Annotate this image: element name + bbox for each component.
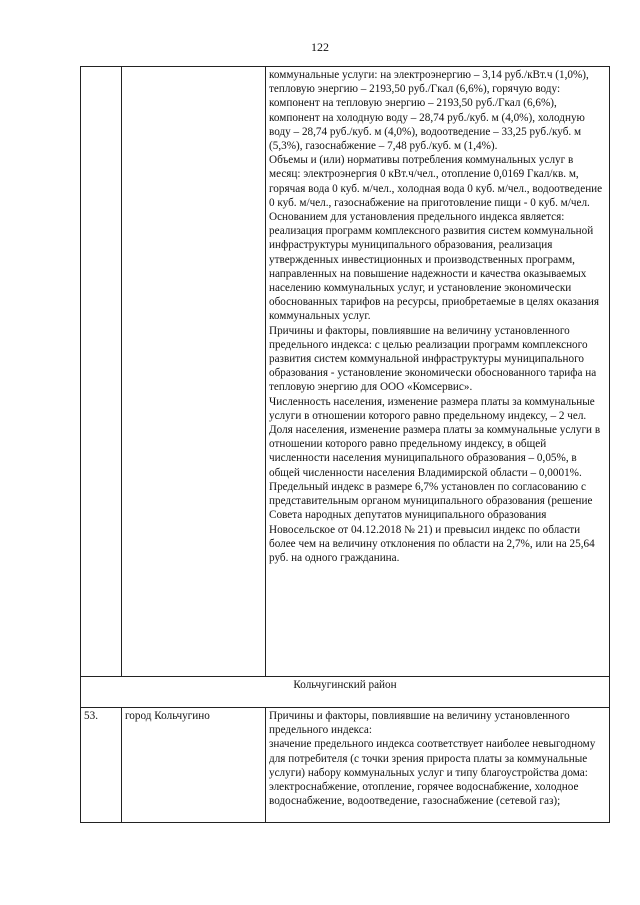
- number-cell-empty: [81, 67, 122, 677]
- paragraph-reasons: Причины и факторы, повлиявшие на величину установленного предельного индекса: с целью реализации программ комплексного развития систем коммунальной инфраструктуры муниципального образования - установление экономически обоснованного тарифа на тепловую энергию для ООО «Комсервис».: [269, 324, 597, 394]
- row-number: 53.: [81, 708, 122, 823]
- paragraph-population-count: Численность населения, изменение размера платы за коммунальные услуги в отношении которого равно предельному индексу, – 2 чел.: [269, 395, 595, 422]
- paragraph-index-value: значение предельного индекса соответствует наиболее невыгодному для потребителя (с точки зрения прироста платы за коммунальные услуги) набору коммунальных услуг и типу благоустройства дома: электроснабжение, отопление, горячее водоснабжение, холодное водоснабжение, водоотведение, газоснабжение (сетевой газ);: [269, 738, 596, 808]
- section-row: [81, 677, 610, 708]
- table-row: [81, 708, 610, 823]
- paragraph-index-agreement: Предельный индекс в размере 6,7% установлен по согласованию с представительным органом муниципального образования (решение Совета народных депутатов муниципального образования Новосельское от 04.12.2018 № 21) и превысил индекс по области более чем на величину отклонения по области на 2,7%, или на 25,64 руб. на одного гражданина.: [269, 480, 595, 564]
- section-title: Кольчугинский район: [81, 677, 610, 708]
- municipality-cell-empty: [122, 67, 266, 677]
- paragraph-tariffs: коммунальные услуги: на электроэнергию – 3,14 руб./кВт.ч (1,0%), тепловую энергию – 2193,50 руб./Гкал (6,6%), горячую воду: компонент на тепловую энергию – 2193,50 руб./Гкал (6,6%), компонент на холодную воду – 28,74 руб./куб. м (4,0%), холодную воду – 28,74 руб./куб. м (4,0%), водоотведение – 33,25 руб./куб. м (5,3%), газоснабжение – 7,48 руб./куб. м (1,4%).: [269, 69, 589, 153]
- paragraph-basis-heading: Основанием для установления предельного индекса является:: [269, 211, 565, 224]
- paragraph-consumption-volumes: Объемы и (или) нормативы потребления коммунальных услуг в месяц: электроэнергия 0 кВт.ч/чел., отопление 0,0169 Гкал/кв. м, горячая вода 0 куб. м/чел., холодная вода 0 куб. м/чел., водоотведение 0 куб. м/чел., газоснабжение на приготовление пищи - 0 куб. м/чел.: [269, 154, 603, 209]
- paragraph-reasons-heading: Причины и факторы, повлиявшие на величину установленного предельного индекса:: [269, 710, 570, 737]
- row-description: [266, 708, 610, 823]
- page-number: 122: [311, 40, 329, 54]
- paragraph-basis: реализация программ комплексного развития систем коммунальной инфраструктуры муниципального образования, реализация утвержденных инвестиционных и производственных программ, направленных на повышение надежности и качества оказываемых населению коммунальных услуг, и установление экономически обоснованных тарифов на ресурсы, приобретаемые в целях оказания коммунальных услуг.: [269, 225, 600, 323]
- row-municipality: город Кольчугино: [122, 708, 266, 823]
- description-cell: [266, 67, 610, 677]
- continuation-row: [81, 67, 610, 677]
- indices-table: [80, 66, 610, 823]
- paragraph-population-share: Доля населения, изменение размера платы за коммунальные услуги в отношении которого равно предельному индексу, в общей численности населения муниципального образования – 0,05%, в общей численности населения Владимирской области – 0,0001%.: [269, 424, 601, 479]
